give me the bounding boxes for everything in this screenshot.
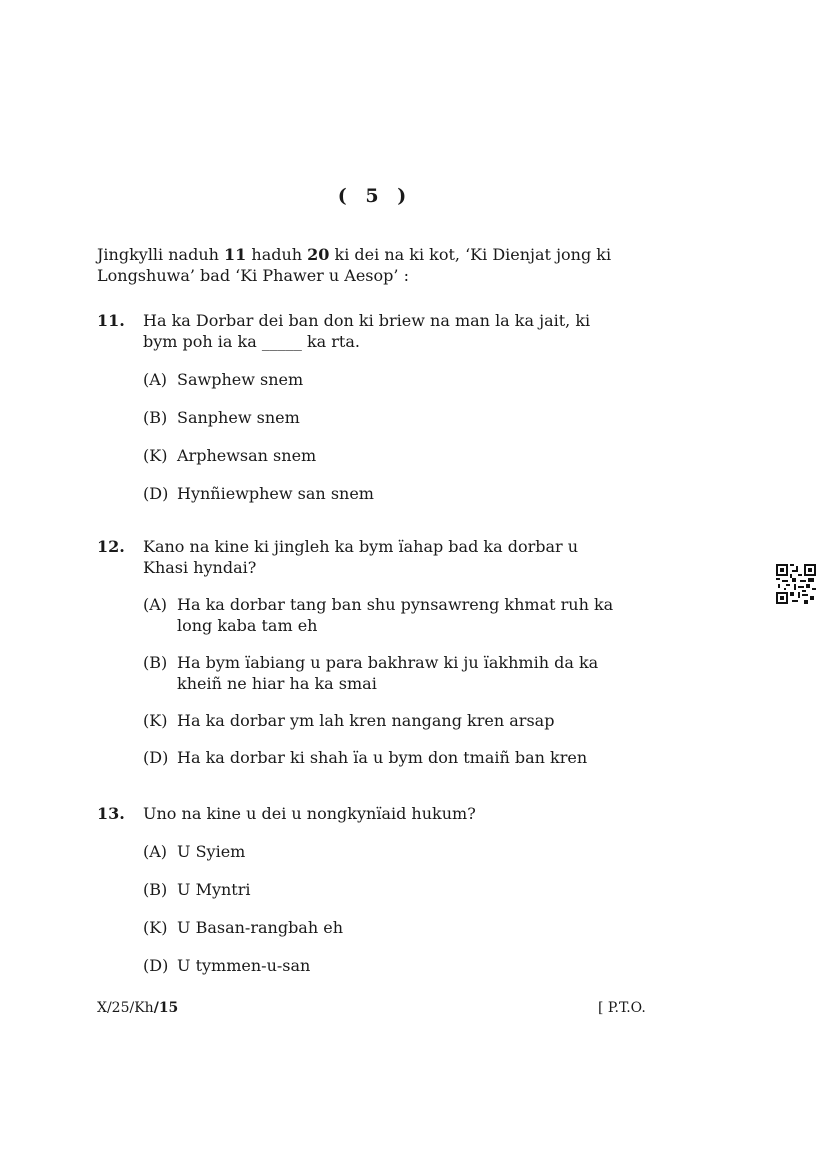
option-label: (K): [143, 711, 168, 730]
option-text: Hynñiewphew san snem: [177, 484, 374, 503]
option-label: (K): [143, 918, 168, 937]
option-text: Ha ka dorbar ki shah ïa u bym don tmaiñ ban kren: [177, 748, 588, 767]
question-12: [97, 536, 627, 768]
option-label: (D): [143, 484, 169, 503]
section-instructions: [97, 244, 617, 286]
question-number: 11.: [97, 311, 125, 330]
option-text: U Syiem: [177, 842, 246, 861]
option-label: (A): [143, 842, 168, 861]
option-k: [143, 710, 627, 731]
option-text: Ha bym ïabiang u para bakhraw ki ju ïakhmih da ka kheiñ ne hiar ha ka smai: [177, 653, 599, 693]
option-text: Sawphew snem: [177, 370, 304, 389]
option-label: (A): [143, 595, 168, 614]
intro-text-a: Jingkylli naduh: [97, 245, 225, 264]
question-11: [97, 310, 627, 504]
option-a: [143, 369, 627, 390]
option-text: Ha ka dorbar tang ban shu pynsawreng khmat ruh ka long kaba tam eh: [177, 595, 614, 635]
question-text: Kano na kine ki jingleh ka bym ïahap bad ka dorbar u Khasi hyndai?: [143, 537, 579, 577]
intro-num-start: 11: [224, 245, 247, 264]
intro-text-c: ki dei na ki kot, ‘Ki Dienjat jong ki Longshuwa’ bad ‘Ki Phawer u Aesop’ :: [97, 245, 612, 285]
page-number: ( 5 ): [337, 185, 413, 207]
qr-code-icon: [776, 564, 816, 604]
option-label: (B): [143, 408, 168, 427]
option-text: Arphewsan snem: [177, 446, 317, 465]
option-label: (D): [143, 956, 169, 975]
option-label: (A): [143, 370, 168, 389]
option-text: Ha ka dorbar ym lah kren nangang kren arsap: [177, 711, 555, 730]
option-text: U Basan-rangbah eh: [177, 918, 344, 937]
please-turn-over: [ P.T.O.: [598, 1000, 646, 1016]
question-13: [97, 803, 627, 976]
paper-code-prefix: X/25/Kh: [97, 1000, 154, 1016]
option-k: [143, 917, 627, 938]
option-text: U tymmen-u-san: [177, 956, 311, 975]
option-label: (K): [143, 446, 168, 465]
option-label: (B): [143, 653, 168, 672]
paper-code-suffix: /15: [153, 1000, 179, 1016]
option-label: (D): [143, 748, 169, 767]
option-text: U Myntri: [177, 880, 251, 899]
option-b: [143, 407, 627, 428]
intro-num-end: 20: [307, 245, 330, 264]
question-text: Uno na kine u dei u nongkynïaid hukum?: [143, 804, 476, 823]
question-text: Ha ka Dorbar dei ban don ki briew na man la ka jait, ki bym poh ia ka _____ ka rta.: [143, 311, 591, 351]
intro-text-b: haduh: [246, 245, 308, 264]
option-d: [143, 483, 627, 504]
option-b: [143, 879, 627, 900]
option-a: [143, 841, 627, 862]
paper-code: [97, 1000, 178, 1016]
option-text: Sanphew snem: [177, 408, 300, 427]
option-d: [143, 747, 627, 768]
option-k: [143, 445, 627, 466]
option-a: [143, 594, 627, 636]
question-number: 13.: [97, 804, 125, 823]
option-b: [143, 652, 627, 694]
option-d: [143, 955, 627, 976]
option-label: (B): [143, 880, 168, 899]
question-number: 12.: [97, 537, 125, 556]
